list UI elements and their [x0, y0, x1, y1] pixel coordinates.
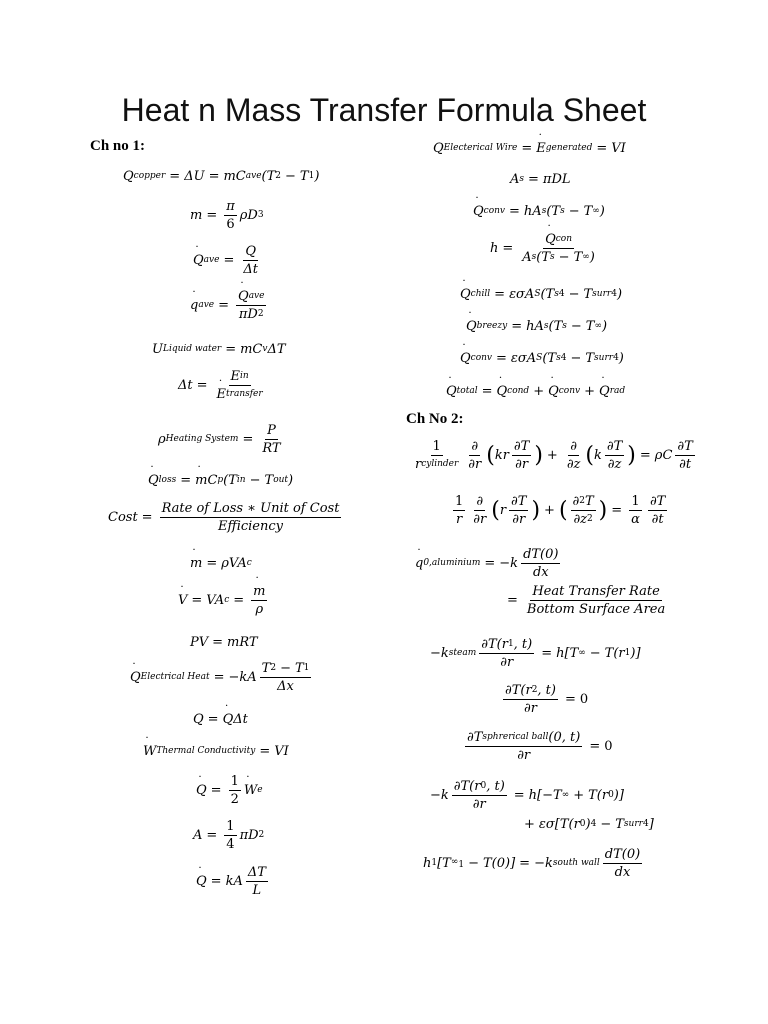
equation-ideal-gas: PV = mRT [190, 635, 258, 650]
equation-q-electrical-heat: Q ˙ Electrical Heat = −kA T 2 − T 1 Δx [130, 662, 314, 693]
equation-mass-flow: m ˙ = ρVA c [190, 557, 252, 570]
equation-volume-flow: V ˙ = VA c = $\frac{m ˙}{\rho}$ [178, 585, 270, 616]
equation-area-circle: A = $\frac{1}{4}$ πD 2 [193, 819, 265, 852]
equation-steam-bc: −k steam ∂T(r 1 , t) ∂r = h[T ∞ − T(r 1 )] [430, 637, 641, 670]
equation-w-thermal-conductivity: W ˙ Thermal Conductivity = VI [143, 745, 289, 758]
chapter-1-heading: Ch no 1: [90, 138, 146, 154]
equation-q-breezy: Q ˙ breezy = hA s (T s − T ∞ ) [466, 320, 607, 333]
equation-r0-bc-line-2: + εσ[T(r 0 ) 4 − T surr 4 ] [524, 817, 654, 832]
equation-u-liquid-water: U Liquid water = mC v ΔT [152, 342, 286, 357]
equation-mass-sphere: m = $\frac{\pi}{6}$ ρD 3 [190, 199, 264, 232]
equation-r0-bc-line-1: −k ∂T(r 0 , t) ∂r = h[−T ∞ + T(r 0 )] [430, 779, 624, 812]
equation-surface-area: A s = πDL [510, 172, 571, 187]
page-title: Heat n Mass Transfer Formula Sheet [121, 92, 647, 128]
equation-cylindrical-diffusion: $\frac{1}{r}$ $\frac{\partial}{\partial r}$ ( r $\frac{\partial T}{\partial r}$ ) + ( ∂ 2 T ∂z 2 ) = $\frac{1}{\alpha}$ $\frac{\partial T}{\partial t}$ [455, 494, 666, 527]
equation-q-electrical-wire: Q Electerical Wire = E ˙ generated = VI [433, 142, 626, 155]
equation-spherical-ball-bc: ∂T sphrerical ball (0, t) ∂r = 0 [467, 730, 613, 763]
equation-q-conduction: Q ˙ = kA $\frac{\Delta T}{L}$ [196, 866, 271, 897]
equation-south-wall-bc: h 1 [T $\infty_1$ − T(0)] = −k south wall $\frac{dT(0)}{dx}$ [423, 847, 641, 880]
equation-q-half-we: Q ˙ = $\frac{1}{2}$ W ˙ e [196, 775, 263, 806]
equation-h-coefficient: h = Q ˙ con A s (T s − T ∞ ) [490, 233, 600, 264]
equation-heat-flux-ave: q ˙ ave = Q ˙ ave πD 2 [190, 290, 269, 321]
equation-rho-heating-system: ρ Heating System = $\frac{P}{RT}$ [158, 423, 281, 456]
equation-cost: Cost = $\frac{\text{Rate of Loss ∗ Unit of Cost}}{\text{Efficiency}}$ [108, 501, 340, 534]
equation-r2-bc: ∂T(r 2 , t) ∂r = 0 [505, 683, 589, 716]
equation-q-aluminium: q ˙ 0,aluminium = −k $\frac{dT(0)}{dx}$ [415, 548, 563, 579]
equation-cylindrical-heat: 1 r cylinder $\frac{\partial}{\partial r}$ ( kr $\frac{\partial T}{\partial r}$ ) + $\frac{\partial}{\partial z}$ ( k $\frac{\partial T}{\partial z}$ ) = ρC $\frac{\partial T}{\partial t}$ [415, 439, 693, 472]
equation-delta-t: Δt = E in E ˙ transfer [178, 370, 268, 401]
equation-q-chill: Q ˙ chill = εσA S (T s 4 − T surr 4 ) [460, 288, 622, 301]
equation-q-conv-1: Q ˙ conv = hA s (T s − T ∞ ) [473, 205, 605, 218]
equation-q-qdot-dt: Q = Q ˙ Δt [193, 713, 248, 726]
equation-q-conv-2: Q ˙ conv = εσA S (T s 4 − T surr 4 ) [460, 352, 624, 365]
equation-q-total: Q ˙ total = Q ˙ cond + Q ˙ conv + Q ˙ rad [446, 385, 625, 398]
chapter-2-heading: Ch No 2: [406, 411, 464, 427]
equation-q-loss: Q ˙ loss = m ˙ C p (T in − T out ) [148, 474, 293, 487]
equation-q-copper: Q copper = ΔU = mC ave (T 2 − T 1 ) [123, 169, 320, 184]
equation-q-ave: Q ˙ ave = $\frac{Q}{\Delta t}$ [193, 245, 263, 276]
equation-heat-flux-ratio: = $\frac{\text{Heat Transfer Rate}}{\text{Bottom Surface Area}}$ [507, 584, 666, 617]
